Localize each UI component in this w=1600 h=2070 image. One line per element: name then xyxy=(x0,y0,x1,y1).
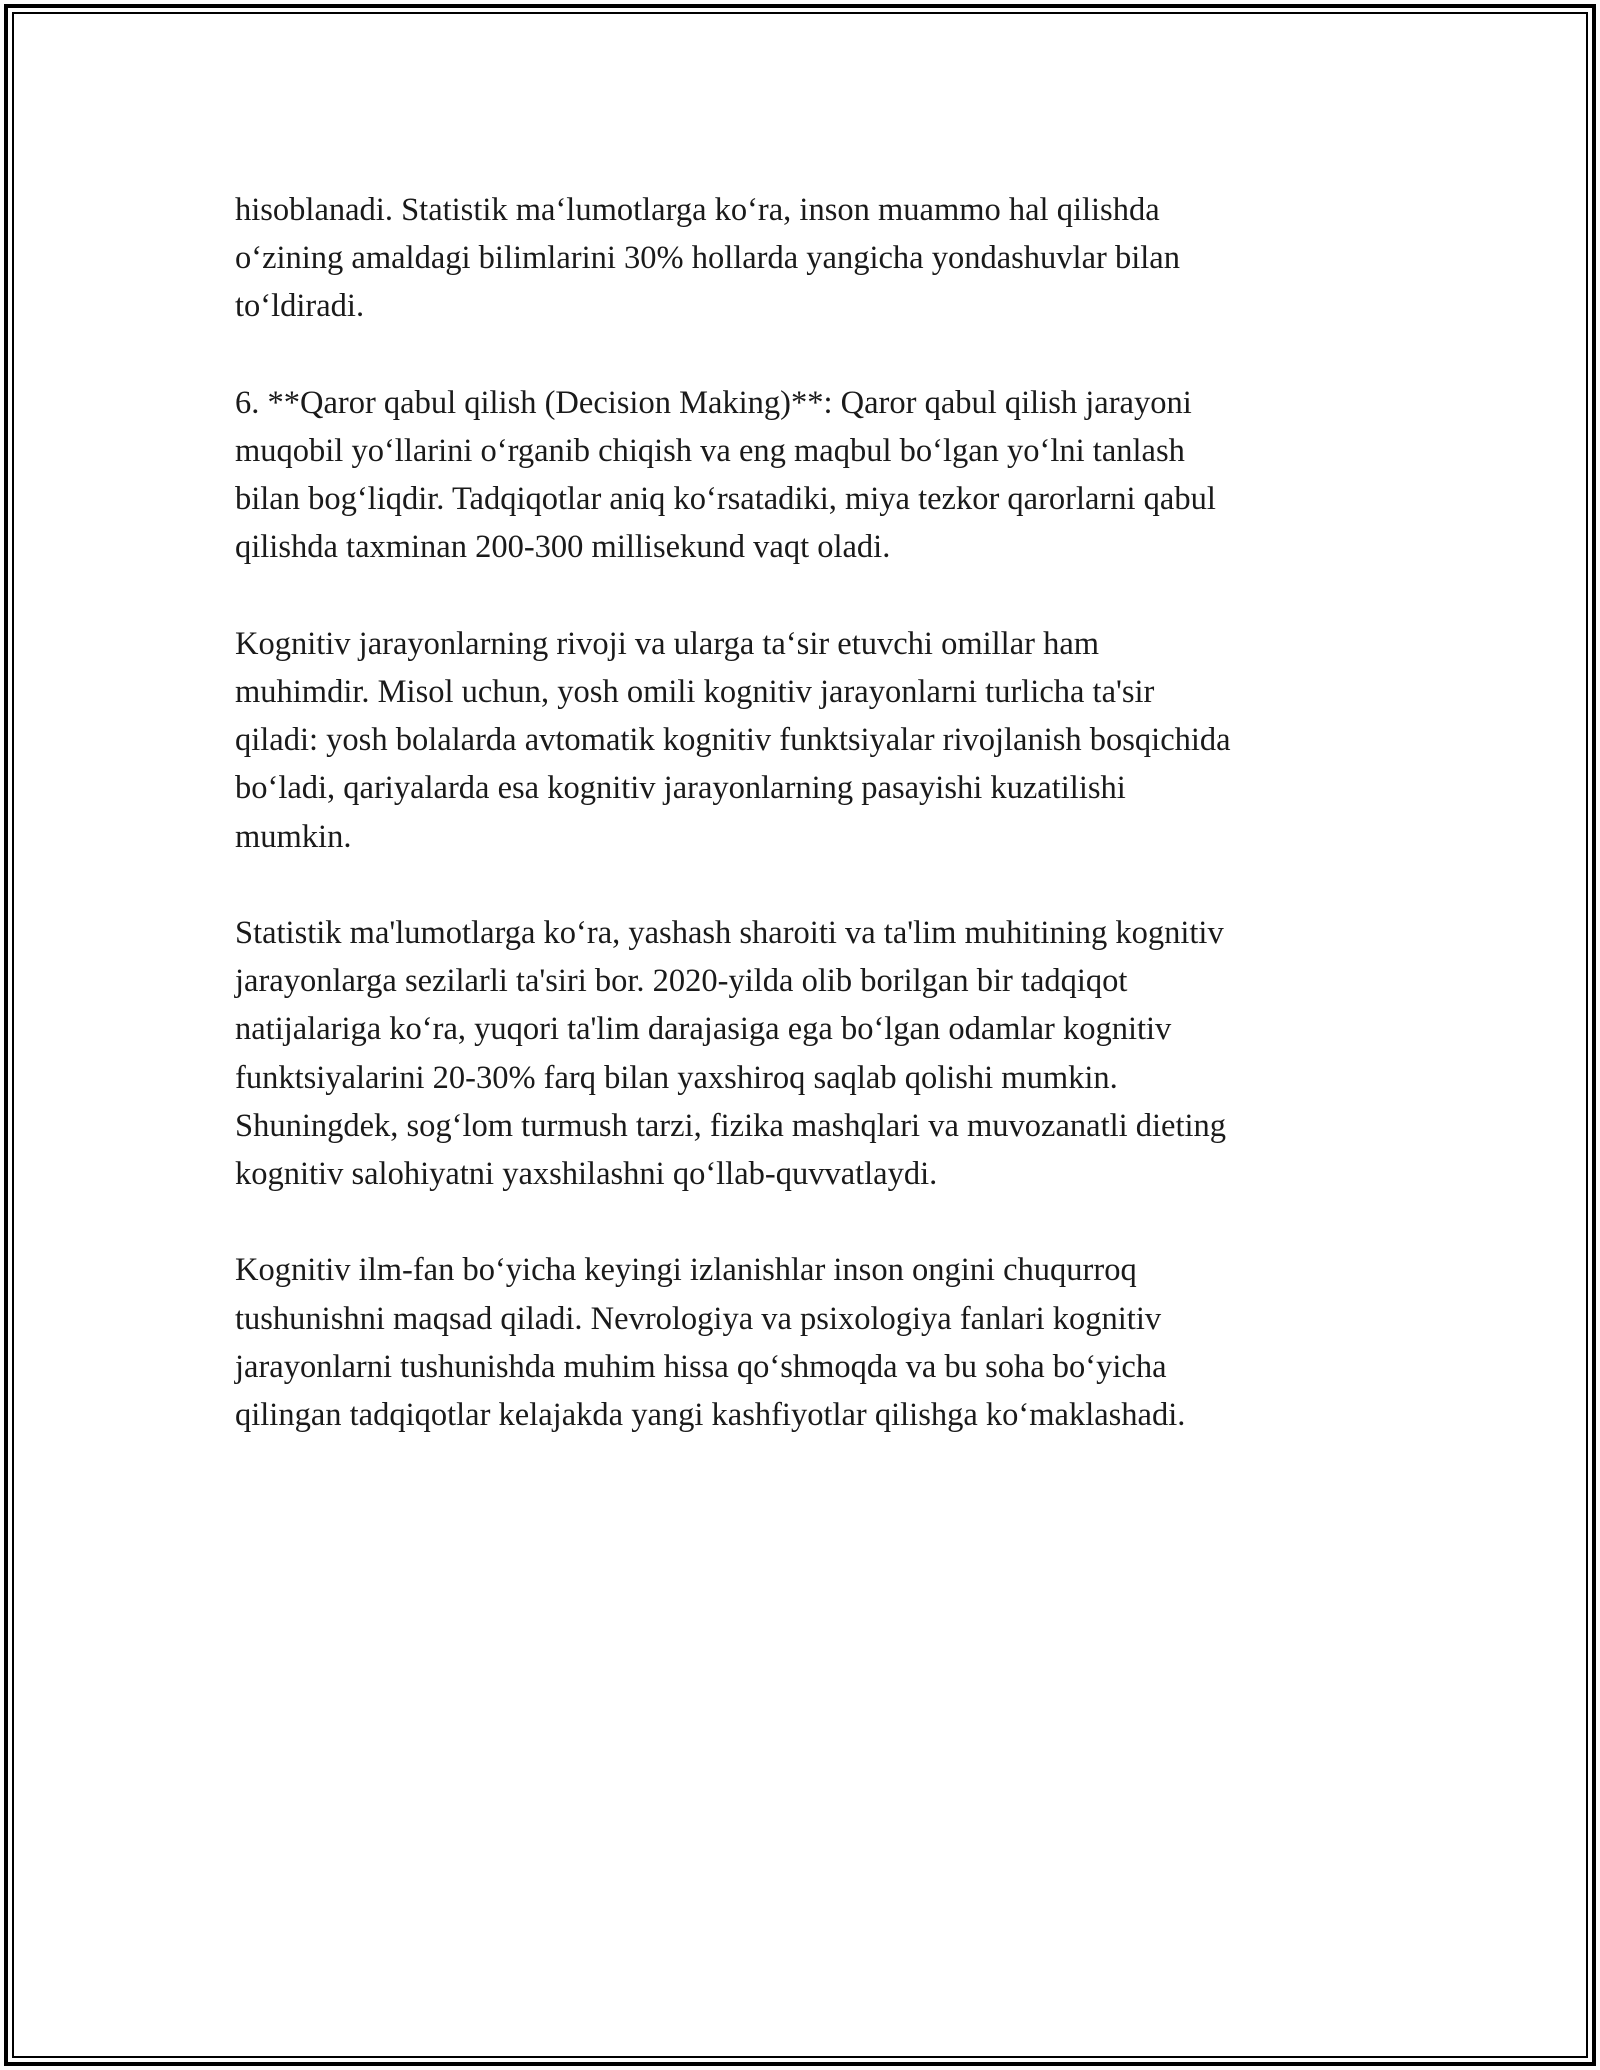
text-line: Kognitiv ilm-fan bo‘yicha keyingi izlanishlar inson ongini chuqurroq xyxy=(235,1252,1137,1289)
text-line: Statistik ma'lumotlarga ko‘ra, yashash sharoiti va ta'lim muhitining kognitiv xyxy=(235,915,1224,951)
text-line: to‘ldiradi. xyxy=(235,288,365,325)
text-line: natijalariga ko‘ra, yuqori ta'lim darajasiga ega bo‘lgan odamlar kognitiv xyxy=(235,1011,1172,1048)
text-line: mumkin. xyxy=(235,818,352,855)
paragraph-problem-solving-continued xyxy=(235,186,1375,331)
paragraph-statistics xyxy=(235,909,1375,1198)
text-line: 6. **Qaror qabul qilish (Decision Making)**: Qaror qabul qilish jarayoni xyxy=(235,384,1192,421)
paragraph-cognitive-development xyxy=(235,620,1375,861)
text-line: bilan bog‘liqdir. Tadqiqotlar aniq ko‘rsatadiki, miya tezkor qarorlarni qabul xyxy=(235,481,1216,518)
text-line: muqobil yo‘llarini o‘rganib chiqish va eng maqbul bo‘lgan yo‘lni tanlash xyxy=(235,433,1185,469)
text-line: hisoblanadi. Statistik ma‘lumotlarga ko‘ra, inson muammo hal qilishda xyxy=(235,192,1160,228)
text-line: funktsiyalarini 20-30% farq bilan yaxshiroq saqlab qolishi mumkin. xyxy=(235,1059,1118,1096)
text-line: jarayonlarni tushunishda muhim hissa qo‘shmoqda va bu soha bo‘yicha xyxy=(235,1348,1167,1385)
text-line: qilingan tadqiqotlar kelajakda yangi kashfiyotlar qilishga ko‘maklashadi. xyxy=(235,1397,1186,1434)
paragraph-future-research xyxy=(235,1246,1375,1439)
text-line: bo‘ladi, qariyalarda esa kognitiv jarayonlarning pasayishi kuzatilishi xyxy=(235,770,1126,807)
text-line: Shuningdek, sog‘lom turmush tarzi, fizika mashqlari va muvozanatli dieting xyxy=(235,1107,1227,1144)
text-line: kognitiv salohiyatni yaxshilashni qo‘llab-quvvatlaydi. xyxy=(235,1156,938,1193)
text-line: qilishda taxminan 200-300 millisekund vaqt oladi. xyxy=(235,529,891,566)
text-line: muhimdir. Misol uchun, yosh omili kognitiv jarayonlarni turlicha ta'sir xyxy=(235,674,1155,710)
paragraph-decision-making xyxy=(235,379,1375,572)
text-line: qiladi: yosh bolalarda avtomatik kognitiv funktsiyalar rivojlanish bosqichida xyxy=(235,722,1231,759)
text-line: Kognitiv jarayonlarning rivoji va ularga ta‘sir etuvchi omillar ham xyxy=(235,625,1100,662)
text-line: jarayonlarga sezilarli ta'siri bor. 2020-yilda olib borilgan bir tadqiqot xyxy=(235,963,1128,1000)
text-line: tushunishni maqsad qiladi. Nevrologiya va psixologiya fanlari kognitiv xyxy=(235,1300,1162,1337)
document-body xyxy=(235,186,1375,1439)
text-line: o‘zining amaldagi bilimlarini 30% hollarda yangicha yondashuvlar bilan xyxy=(235,240,1180,277)
